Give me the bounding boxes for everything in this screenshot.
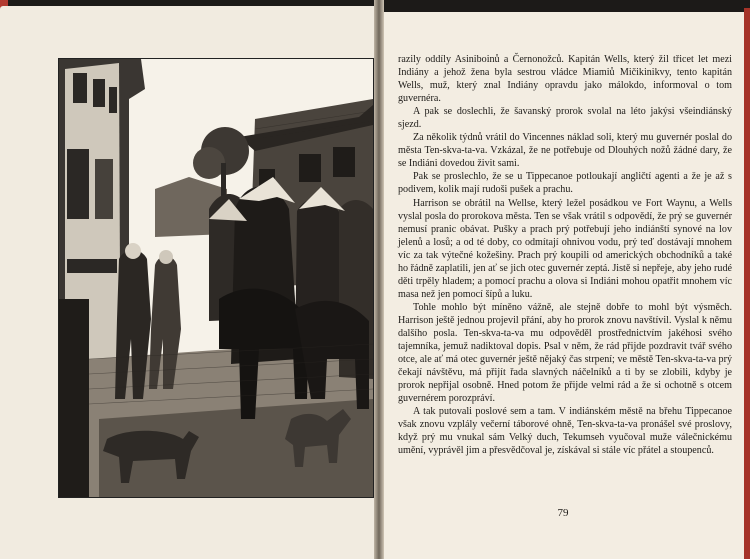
paragraph-3: Za několik týdnů vrátil do Vincennes náklad soli, který mu guvernér poslal do města Ten-skva-ta-va. Vzkázal, že ne potřebuje od Dlouhých nožů žádné dary, že se Indiáni dovedou živit sami. (398, 132, 732, 170)
paragraph-4: Pak se proslechlo, že se u Tippecanoe potloukají angličtí agenti a že je až s podivem, kolik mají rudoši pušek a prachu. (398, 171, 732, 196)
paragraph-1: razily oddíly Asiniboinů a Černonožců. Kapitán Wells, který žil třicet let mezi Indiány a jehož žena byla sestrou vládce Miamiů Mičikinikvy, tento kapitán Wells, muž, který znal Indiány opravdu jako málokdo, informoval o tom guvernéra. (398, 54, 732, 105)
right-page-red-edge (744, 8, 750, 559)
illustration-indians-riding-into-town (58, 58, 374, 498)
paragraph-2: A pak se doslechli, že šavanský prorok svolal na léto jakýsi všeindiánský sjezd. (398, 106, 732, 131)
paragraph-5: Harrison se obrátil na Wellse, který ležel posádkou ve Fort Waynu, a Wells vyslal posla do prorokova města. Ten se však vrátil s odpovědí, že prý se guvernér nemusí pranic obávat. Pušky a prach prý potřebují jeho indiánští synové na lov jelenů a losů; a od té doby, co odmítají ohnivou vodu, prý teď dostávají mnohem víc za tak výtečné kožešiny. Prach prý koupili od amerických obchodníků a také ho řádně zaplatili, jen ať se jich otec guvernér zeptá. Jistě si nepřeje, aby jeho rudé děti trpěly hladem; a pomocí prachu a olova si Indiáni mohou opatřit mnohem víc masa než jen pomocí šípů a luku. (398, 197, 732, 300)
paragraph-6: Tohle mohlo být míněno vážně, ale stejně dobře to mohl být výsměch. Harrison ještě jednou projevil přání, aby ho prorok znovu navštívil. Vyslal k němu dalšího posla. Ten-skva-ta-va mu odpověděl prostřednictvím jakéhosi svého tajemníka, jemuž nadiktoval dopis. Psal v něm, že rád přijde pozdravit tvář svého otce, ale ať má otec guvernér ještě nějaký čas strpení; ve městě Ten-skva-ta-va prý čekají návštěvu, má přijít řada slavných náčelníků a ti by se zlobili, kdyby je prorok nepřijal osobně. Hned potom že přijde velmi rád a že si ochotně s otcem guvernérem porozpráví. (398, 301, 732, 405)
page-body-text (398, 53, 732, 457)
page-number: 79 (557, 507, 569, 519)
book-gutter (374, 0, 384, 559)
paragraph-7: A tak putovali poslové sem a tam. V indiánském městě na břehu Tippecanoe však znovu vzplály večerní táborové ohně, Ten-skva-ta-va pronášel své proslovy, když prý mu vnukal sám Velký duch, Tekumseh vyučoval muže válečnickému umění, vyprávěl jim a přesvědčoval je, získával si stále víc přátel a stoupenců. (398, 406, 732, 457)
